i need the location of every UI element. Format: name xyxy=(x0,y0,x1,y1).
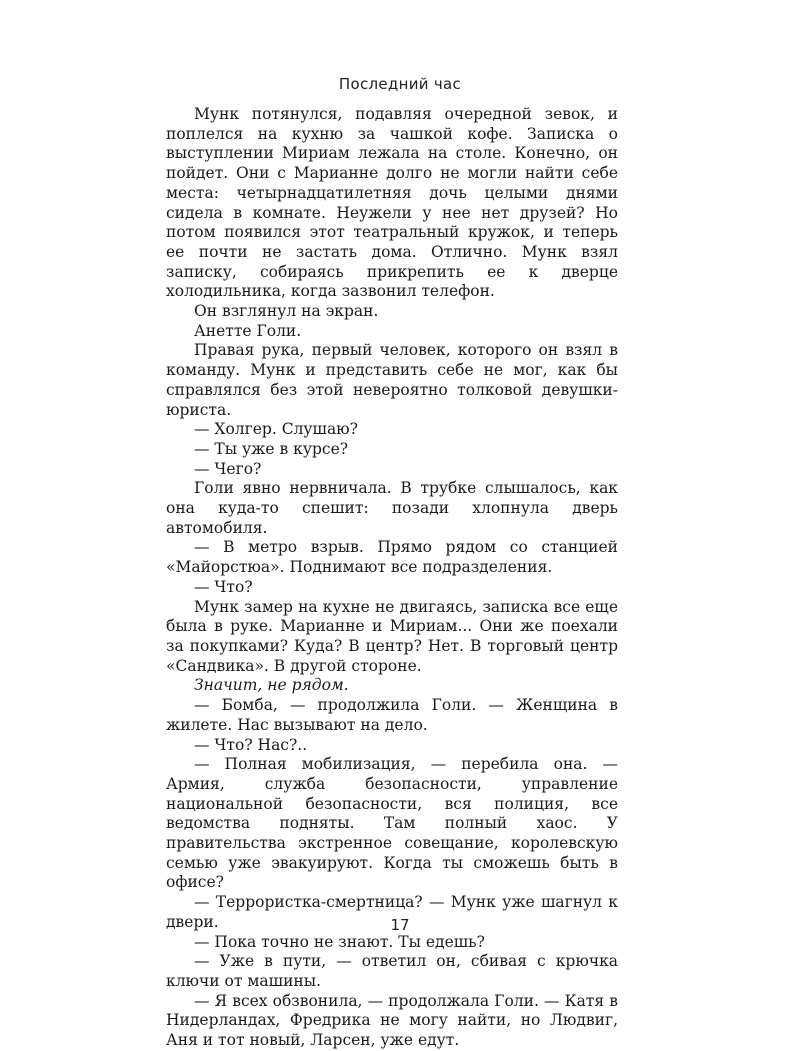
dialogue-line: — В метро взрыв. Прямо рядом со станцией «Майорстюа». Поднимают все подразделения. xyxy=(166,538,618,577)
paragraph: Анетте Голи. xyxy=(194,321,302,340)
dialogue-line: — Пока точно не знают. Ты едешь? xyxy=(194,932,485,951)
paragraph: Голи явно нервничала. В трубке слышалось, как она куда-то спешит: позади хлопнула дверь автомобиля. xyxy=(166,479,618,537)
dialogue-line: — Террористка-смертница? — Мунк уже шагнул к двери. xyxy=(166,893,618,931)
running-head: Последний час xyxy=(338,75,462,93)
paragraph: Правая рука, первый человек, которого он взял в команду. Мунк и представить себе не мог, как бы справлялся без этой невероятно толковой девушки-юриста. xyxy=(166,341,618,419)
dialogue-line: — Что? Нас?.. xyxy=(194,735,308,754)
dialogue-line: — Холгер. Слушаю? xyxy=(194,420,358,439)
dialogue-line: — Я всех обзвонила, — продолжала Голи. — Катя в Нидерландах, Фредрика не могу найти, но Людвиг, Аня и тот новый, Ларсен, уже едут. xyxy=(166,991,618,1050)
dialogue-line: — Что? xyxy=(194,577,253,596)
paragraph: Он взглянул на экран. xyxy=(194,302,379,321)
paragraph: Мунк потянулся, подавляя очередной зевок, и поплелся на кухню за чашкой кофе. Записка о выступлении Мириам лежала на столе. Конечно, он пойдет. Они с Марианне долго не могли найти себе места: четырнадцатилетняя дочь целыми днями сидела в комнате. Неужели у нее нет друзей? Но потом появился этот театральный кружок, и теперь ее почти не застать дома. Отлично. Мунк взял записку, собираясь прикрепить ее к дверце холодильника, когда зазвонил телефон. xyxy=(166,105,618,301)
italic-thought: Значит, не рядом. xyxy=(194,676,349,695)
dialogue-line: — Ты уже в курсе? xyxy=(194,439,349,458)
dialogue-line: — Бомба, — продолжила Голи. — Женщина в жилете. Нас вызывают на дело. xyxy=(166,696,618,734)
dialogue-line: — Полная мобилизация, — перебила она. — Армия, служба безопасности, управление национальной безопасности, вся полиция, все ведомства подняты. Там полный хаос. У правительства экстренное совещание, королевскую семью уже эвакуируют. Когда ты сможешь быть в офисе? xyxy=(166,755,618,892)
dialogue-line: — Чего? xyxy=(194,459,262,478)
dialogue-line: — Уже в пути, — ответил он, сбивая с крючка ключи от машины. xyxy=(166,952,618,990)
body-text xyxy=(166,105,618,1051)
paragraph: Мунк замер на кухне не двигаясь, записка все еще была в руке. Марианне и Мириам... Они же поехали за покупками? Куда? В центр? Нет. В торговый центр «Сандвика». В другой стороне. xyxy=(166,597,618,675)
page-number: 17 xyxy=(390,916,410,934)
